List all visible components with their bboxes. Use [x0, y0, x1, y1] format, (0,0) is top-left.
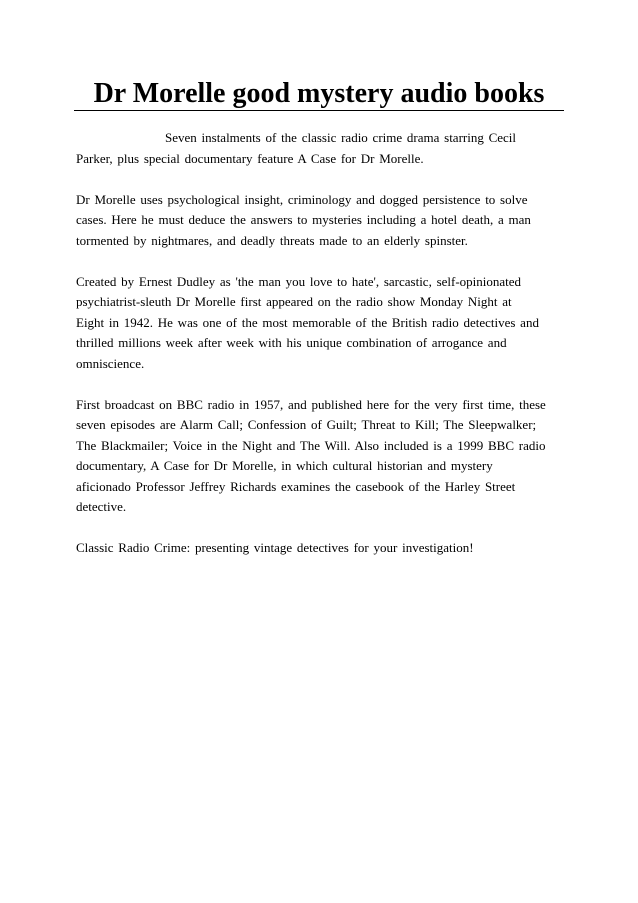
text-line: omniscience.: [76, 355, 145, 371]
text-line: Created by Ernest Dudley as 'the man you love to hate', sarcastic, self-opinionated: [76, 273, 522, 289]
text-line: The Blackmailer; Voice in the Night and The Will. Also included is a 1999 BBC radio: [76, 437, 546, 453]
text-line: Seven instalments of the classic radio crime drama starring Cecil: [165, 130, 517, 145]
document-body: [76, 128, 566, 579]
text-line: Dr Morelle uses psychological insight, criminology and dogged persistence to solve: [76, 191, 528, 207]
text-line: aficionado Professor Jeffrey Richards examines the casebook of the Harley Street: [76, 478, 516, 494]
text-line: First broadcast on BBC radio in 1957, and published here for the very first time, these: [76, 396, 546, 412]
page-title: Dr Morelle good mystery audio books: [93, 78, 545, 109]
text-line: documentary, A Case for Dr Morelle, in which cultural historian and mystery: [76, 458, 493, 473]
text-line: Parker, plus special documentary feature A Case for Dr Morelle.: [76, 150, 424, 166]
text-line: Eight in 1942. He was one of the most memorable of the British radio detectives and: [76, 314, 539, 330]
text-line: detective.: [76, 499, 127, 514]
text-line: psychiatrist-sleuth Dr Morelle first appeared on the radio show Monday Night at: [76, 294, 512, 309]
text-line: Classic Radio Crime: presenting vintage detectives for your investigation!: [76, 540, 474, 555]
title-underline-rule: [74, 110, 564, 111]
text-line: seven episodes are Alarm Call; Confession of Guilt; Threat to Kill; The Sleepwalker;: [76, 417, 537, 432]
text-line: thrilled millions week after week with his unique combination of arrogance and: [76, 335, 507, 350]
paragraph-intro: [76, 128, 566, 169]
text-line: tormented by nightmares, and deadly threats made to an elderly spinster.: [76, 232, 468, 248]
paragraph-episodes: [76, 395, 566, 518]
paragraph-closing: [76, 538, 566, 559]
paragraph-synopsis: [76, 190, 566, 252]
text-line: cases. Here he must deduce the answers to mysteries including a hotel death, a man: [76, 212, 531, 227]
paragraph-history: [76, 272, 566, 375]
